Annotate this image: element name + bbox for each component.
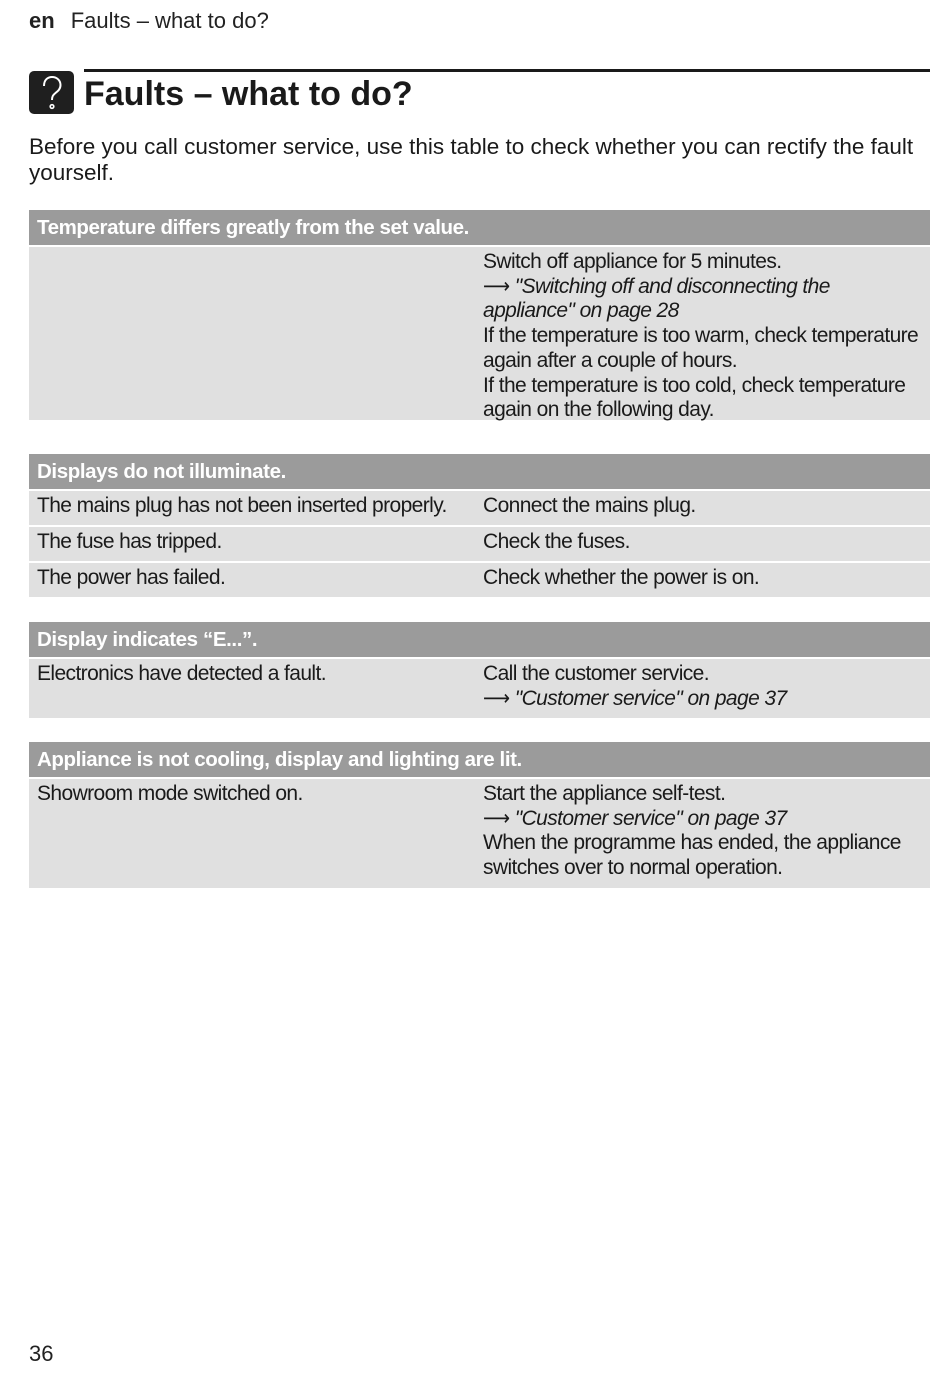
reference-text: "Customer service" on page 37 [509,686,787,710]
intro-paragraph: Before you call customer service, use this table to check whether you can rectify the fault yourself. [29,134,914,185]
table-row [29,657,930,718]
running-header-title: Faults – what to do? [70,8,269,33]
fault-table-heading: Appliance is not cooling, display and lighting are lit. [29,742,930,777]
remedy-line: Start the appliance self-test. [483,782,726,805]
arrow-right-icon: ⟶ [483,274,510,298]
remedy-line: When the programme has ended, the appliance switches over to normal operation. [483,831,901,880]
remedy-cell [483,563,930,597]
question-mark-icon [29,71,74,114]
remedy-line: Switch off appliance for 5 minutes. [483,250,782,273]
remedy-cell [483,659,930,718]
table-row [29,489,930,525]
remedy-cell [483,527,930,561]
reference-text: "Switching off and disconnecting the appliance" on page 28 [483,274,830,323]
page-number: 36 [29,1341,54,1366]
arrow-right-icon: ⟶ [483,686,510,710]
cause-cell: Electronics have detected a fault. [37,662,326,685]
fault-table-display-error [29,622,930,718]
page-title: Faults – what to do? [84,75,413,113]
remedy-line: If the temperature is too cold, check temperature again on the following day. [483,373,906,422]
remedy-line: Check the fuses. [483,530,630,553]
table-row [29,525,930,561]
fault-table-heading: Display indicates “E...”. [29,622,930,657]
language-code: en [29,8,55,33]
cause-cell: The fuse has tripped. [37,530,222,553]
page-reference [483,807,924,832]
arrow-right-icon: ⟶ [483,806,510,830]
table-row [29,245,930,420]
running-header [29,8,269,34]
fault-table-heading: Displays do not illuminate. [29,454,930,489]
title-block [29,69,930,117]
remedy-cell [483,247,930,420]
remedy-line: Check whether the power is on. [483,566,760,589]
remedy-line: Connect the mains plug. [483,494,696,517]
title-rule [84,69,930,72]
cause-cell: The power has failed. [37,566,226,589]
cause-cell: The mains plug has not been inserted properly. [37,494,447,517]
fault-table-displays [29,454,930,597]
table-row [29,777,930,888]
remedy-cell [483,491,930,525]
fault-table-temperature [29,210,930,420]
table-row [29,561,930,597]
cause-cell [29,247,483,420]
fault-table-heading: Temperature differs greatly from the set value. [29,210,930,245]
reference-text: "Customer service" on page 37 [509,806,787,830]
remedy-line: Call the customer service. [483,662,709,685]
page-reference [483,275,924,324]
remedy-cell [483,779,930,888]
remedy-line: If the temperature is too warm, check temperature again after a couple of hours. [483,324,919,372]
fault-table-not-cooling [29,742,930,888]
cause-cell: Showroom mode switched on. [37,782,303,805]
page-reference [483,687,924,712]
